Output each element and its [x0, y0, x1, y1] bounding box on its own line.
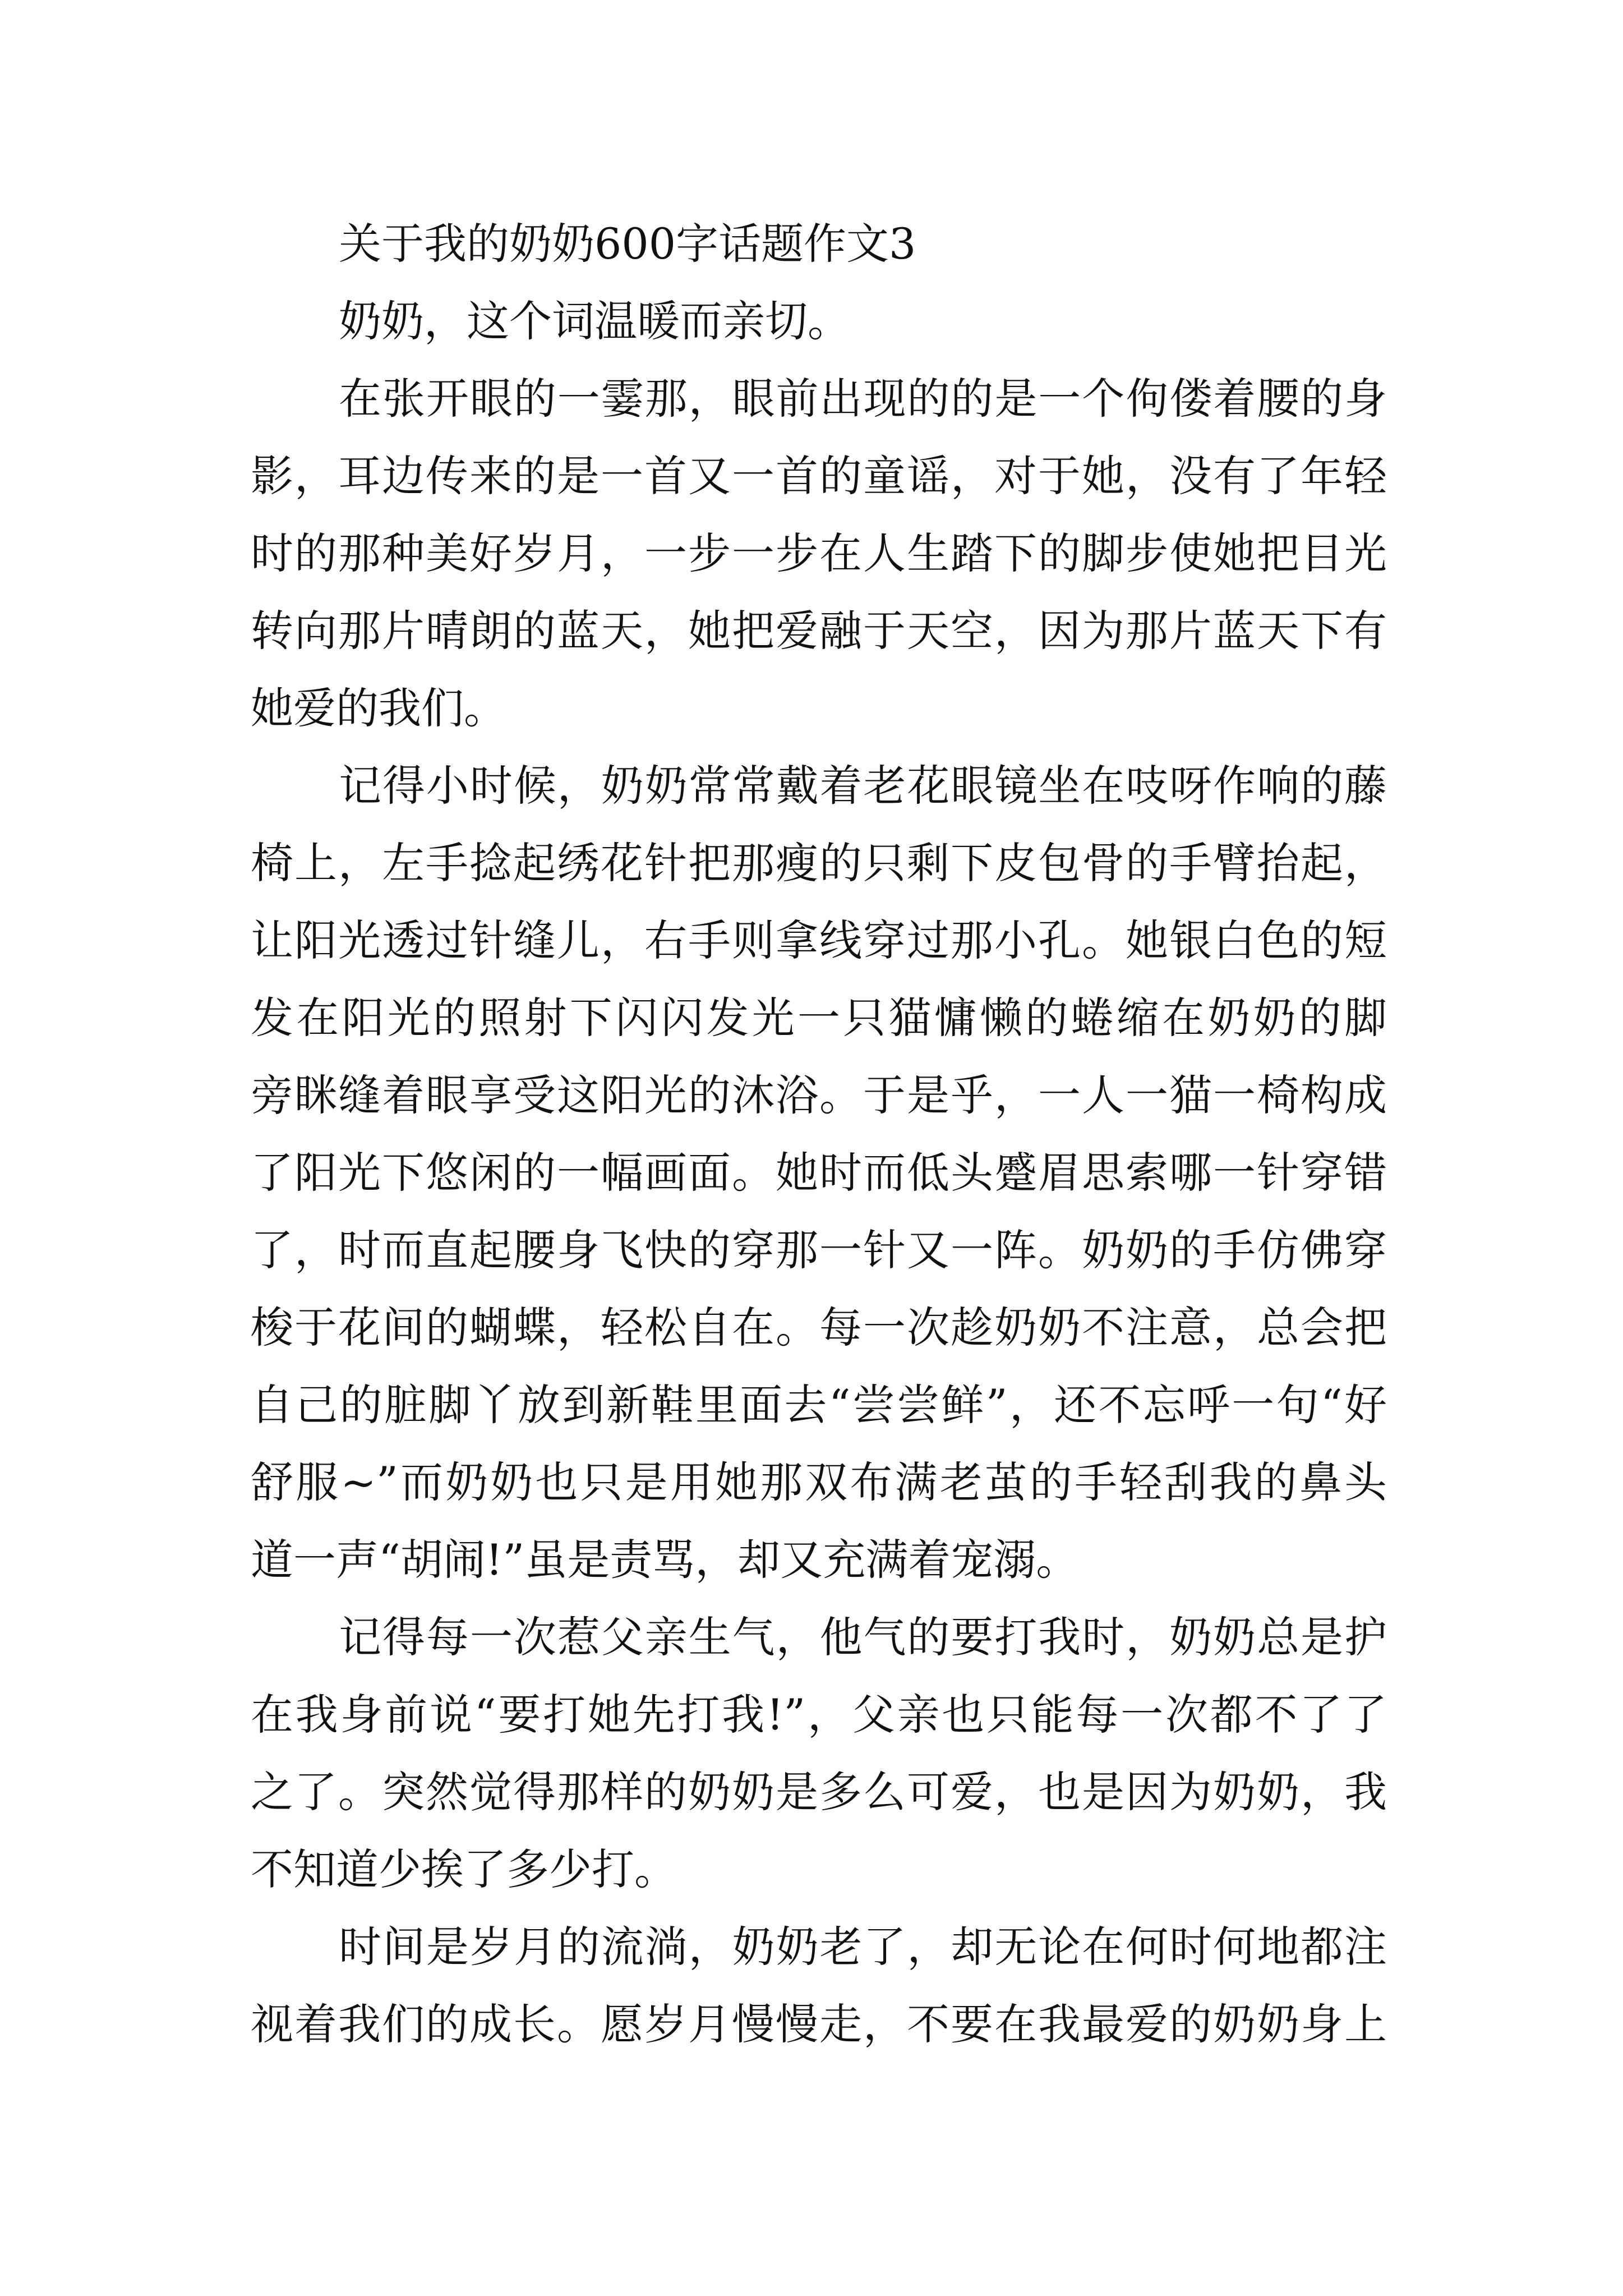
text-line: 记得每一次惹父亲生气，他气的要打我时，奶奶总是护 [339, 1612, 1387, 1662]
paragraph-4 [251, 1599, 1387, 1908]
text-line: 影，耳边传来的是一首又一首的童谣，对于她，没有了年轻 [251, 451, 1387, 501]
text-line: 让阳光透过针缝儿，右手则拿线穿过那小孔。她银白色的短 [251, 915, 1387, 965]
text-line: 转向那片晴朗的蓝天，她把爱融于天空，因为那片蓝天下有 [251, 606, 1387, 656]
text-line: 她爱的我们。 [251, 683, 506, 733]
text-line: 旁眯缝着眼享受这阳光的沐浴。于是乎，一人一猫一椅构成 [251, 1070, 1387, 1120]
text-line: 自己的脏脚丫放到新鞋里面去“尝尝鲜”，还不忘呼一句“好 [251, 1380, 1387, 1430]
text-line: 发在阳光的照射下闪闪发光一只猫慵懒的蜷缩在奶奶的脚 [251, 993, 1387, 1043]
text-line: 了，时而直起腰身飞快的穿那一针又一阵。奶奶的手仿佛穿 [251, 1225, 1387, 1275]
paragraph-1 [251, 283, 1387, 360]
paragraph-5 [251, 1908, 1387, 2063]
text-line: 舒服~”而奶奶也只是用她那双布满老茧的手轻刮我的鼻头 [251, 1457, 1387, 1507]
text-line: 梭于花间的蝴蝶，轻松自在。每一次趁奶奶不注意，总会把 [251, 1303, 1387, 1352]
document-title-paragraph [251, 205, 1387, 283]
text-line: 道一声“胡闹!”虽是责骂，却又充满着宠溺。 [251, 1535, 1079, 1585]
text-line: 不知道少挨了多少打。 [251, 1844, 677, 1894]
text-line: 在张开眼的一霎那，眼前出现的的是一个佝偻着腰的身 [339, 374, 1387, 424]
text-line: 椅上，左手捻起绣花针把那瘦的只剩下皮包骨的手臂抬起， [251, 838, 1387, 888]
text-line: 视着我们的成长。愿岁月慢慢走，不要在我最爱的奶奶身上 [251, 1999, 1387, 2049]
text-line: 了阳光下悠闲的一幅画面。她时而低头蹙眉思索哪一针穿错 [251, 1148, 1387, 1198]
document-title: 关于我的奶奶600字话题作文3 [339, 219, 916, 269]
text-line: 之了。突然觉得那样的奶奶是多么可爱，也是因为奶奶，我 [251, 1767, 1387, 1817]
paragraph-3 [251, 747, 1387, 1599]
text-line: 记得小时候，奶奶常常戴着老花眼镜坐在吱呀作响的藤 [339, 761, 1387, 811]
text-line: 时的那种美好岁月，一步一步在人生踏下的脚步使她把目光 [251, 528, 1387, 578]
text-line: 在我身前说“要打她先打我!”，父亲也只能每一次都不了了 [251, 1690, 1387, 1740]
paragraph-2 [251, 360, 1387, 747]
text-line: 时间是岁月的流淌，奶奶老了，却无论在何时何地都注 [339, 1922, 1387, 1972]
document-body [251, 205, 1387, 2063]
text-line: 奶奶，这个词温暖而亲切。 [339, 296, 850, 346]
